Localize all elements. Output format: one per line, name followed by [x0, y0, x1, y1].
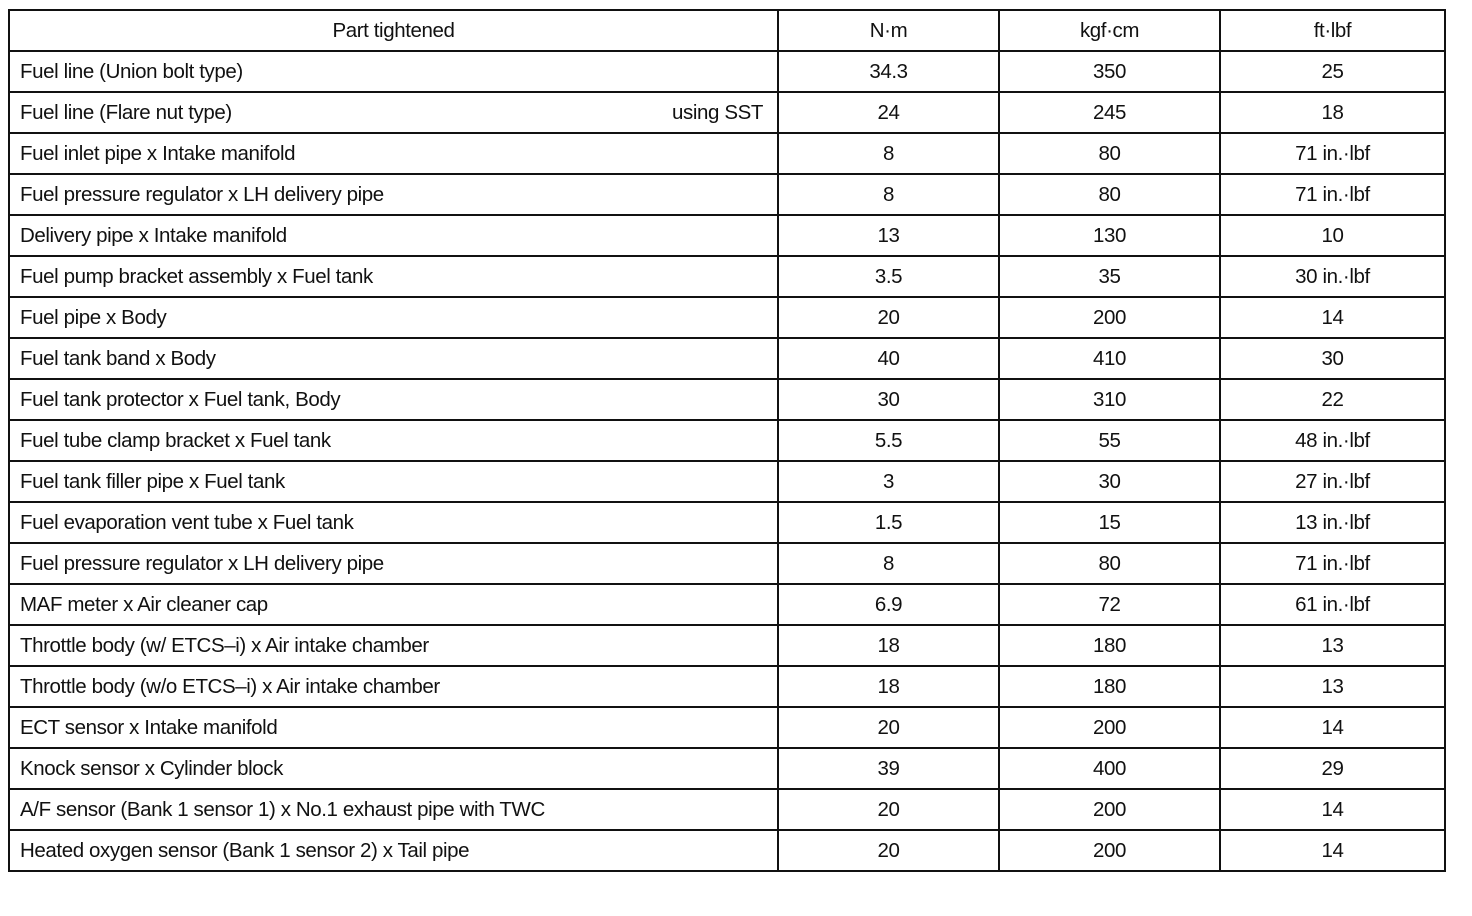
cell-nm: 6.9 [778, 584, 999, 625]
cell-ft-lbf: 14 [1220, 830, 1445, 871]
header-kgf-cm: kgf·cm [999, 10, 1220, 51]
part-label: Fuel pressure regulator x LH delivery pipe [20, 551, 384, 575]
cell-ft-lbf: 30 [1220, 338, 1445, 379]
table-row [9, 133, 1445, 174]
part-label: Throttle body (w/o ETCS–i) x Air intake chamber [20, 674, 440, 698]
cell-part-tightened [9, 133, 778, 174]
cell-part-tightened [9, 51, 778, 92]
cell-kgf-cm: 200 [999, 830, 1220, 871]
table-row [9, 420, 1445, 461]
cell-kgf-cm: 200 [999, 297, 1220, 338]
cell-kgf-cm: 30 [999, 461, 1220, 502]
cell-nm: 1.5 [778, 502, 999, 543]
table-row [9, 297, 1445, 338]
cell-ft-lbf: 71 in.·lbf [1220, 543, 1445, 584]
part-label: MAF meter x Air cleaner cap [20, 592, 268, 616]
table-row [9, 543, 1445, 584]
cell-ft-lbf: 71 in.·lbf [1220, 133, 1445, 174]
table-row [9, 748, 1445, 789]
part-label: Fuel tank filler pipe x Fuel tank [20, 469, 285, 493]
part-note: using SST [672, 100, 763, 124]
table-row [9, 338, 1445, 379]
cell-ft-lbf: 22 [1220, 379, 1445, 420]
header-nm: N·m [778, 10, 999, 51]
cell-part-tightened [9, 666, 778, 707]
cell-kgf-cm: 310 [999, 379, 1220, 420]
cell-ft-lbf: 30 in.·lbf [1220, 256, 1445, 297]
cell-nm: 8 [778, 543, 999, 584]
cell-part-tightened [9, 748, 778, 789]
header-part-tightened: Part tightened [9, 10, 778, 51]
part-label: ECT sensor x Intake manifold [20, 715, 278, 739]
table-row [9, 502, 1445, 543]
cell-nm: 18 [778, 625, 999, 666]
cell-part-tightened [9, 461, 778, 502]
cell-part-tightened [9, 174, 778, 215]
cell-nm: 8 [778, 174, 999, 215]
cell-part-tightened [9, 420, 778, 461]
cell-part-tightened [9, 256, 778, 297]
part-label: Fuel pump bracket assembly x Fuel tank [20, 264, 373, 288]
cell-kgf-cm: 72 [999, 584, 1220, 625]
table-row [9, 174, 1445, 215]
part-label: Fuel tube clamp bracket x Fuel tank [20, 428, 331, 452]
part-label: Throttle body (w/ ETCS–i) x Air intake chamber [20, 633, 429, 657]
cell-kgf-cm: 35 [999, 256, 1220, 297]
part-label: Fuel line (Flare nut type) [20, 100, 232, 124]
cell-ft-lbf: 18 [1220, 92, 1445, 133]
cell-part-tightened [9, 502, 778, 543]
torque-spec-table [8, 9, 1446, 872]
cell-part-tightened [9, 92, 778, 133]
part-label: Fuel tank protector x Fuel tank, Body [20, 387, 341, 411]
cell-nm: 5.5 [778, 420, 999, 461]
table-row [9, 256, 1445, 297]
cell-part-tightened [9, 707, 778, 748]
cell-part-tightened [9, 215, 778, 256]
table-row [9, 789, 1445, 830]
table-row [9, 51, 1445, 92]
table-body [9, 51, 1445, 871]
cell-nm: 3 [778, 461, 999, 502]
cell-nm: 20 [778, 297, 999, 338]
cell-kgf-cm: 200 [999, 707, 1220, 748]
cell-kgf-cm: 55 [999, 420, 1220, 461]
cell-ft-lbf: 13 in.·lbf [1220, 502, 1445, 543]
cell-ft-lbf: 48 in.·lbf [1220, 420, 1445, 461]
cell-nm: 39 [778, 748, 999, 789]
cell-nm: 30 [778, 379, 999, 420]
cell-nm: 3.5 [778, 256, 999, 297]
cell-ft-lbf: 14 [1220, 707, 1445, 748]
cell-part-tightened [9, 789, 778, 830]
cell-kgf-cm: 130 [999, 215, 1220, 256]
cell-kgf-cm: 350 [999, 51, 1220, 92]
cell-ft-lbf: 13 [1220, 666, 1445, 707]
header-ft-lbf: ft·lbf [1220, 10, 1445, 51]
cell-part-tightened [9, 543, 778, 584]
table-row [9, 830, 1445, 871]
cell-ft-lbf: 14 [1220, 297, 1445, 338]
cell-nm: 20 [778, 830, 999, 871]
cell-nm: 13 [778, 215, 999, 256]
table-row [9, 461, 1445, 502]
cell-kgf-cm: 400 [999, 748, 1220, 789]
cell-nm: 8 [778, 133, 999, 174]
cell-ft-lbf: 25 [1220, 51, 1445, 92]
cell-ft-lbf: 71 in.·lbf [1220, 174, 1445, 215]
cell-kgf-cm: 410 [999, 338, 1220, 379]
cell-ft-lbf: 10 [1220, 215, 1445, 256]
table-row [9, 379, 1445, 420]
part-label: Delivery pipe x Intake manifold [20, 223, 287, 247]
cell-part-tightened [9, 379, 778, 420]
cell-nm: 40 [778, 338, 999, 379]
table-row [9, 666, 1445, 707]
cell-kgf-cm: 180 [999, 625, 1220, 666]
cell-nm: 18 [778, 666, 999, 707]
cell-ft-lbf: 29 [1220, 748, 1445, 789]
cell-kgf-cm: 80 [999, 133, 1220, 174]
cell-kgf-cm: 200 [999, 789, 1220, 830]
cell-nm: 24 [778, 92, 999, 133]
cell-kgf-cm: 15 [999, 502, 1220, 543]
cell-nm: 20 [778, 789, 999, 830]
table-row [9, 625, 1445, 666]
cell-nm: 34.3 [778, 51, 999, 92]
table-row [9, 707, 1445, 748]
table-row [9, 584, 1445, 625]
part-label: Fuel inlet pipe x Intake manifold [20, 141, 296, 165]
cell-part-tightened [9, 830, 778, 871]
table-header-row [9, 10, 1445, 51]
part-label: Fuel pressure regulator x LH delivery pipe [20, 182, 384, 206]
part-label: Fuel line (Union bolt type) [20, 59, 243, 83]
cell-part-tightened [9, 625, 778, 666]
table-row [9, 92, 1445, 133]
cell-part-tightened [9, 584, 778, 625]
cell-ft-lbf: 27 in.·lbf [1220, 461, 1445, 502]
cell-kgf-cm: 245 [999, 92, 1220, 133]
part-label: Knock sensor x Cylinder block [20, 756, 283, 780]
cell-kgf-cm: 180 [999, 666, 1220, 707]
part-label: Fuel tank band x Body [20, 346, 216, 370]
cell-ft-lbf: 61 in.·lbf [1220, 584, 1445, 625]
cell-part-tightened [9, 297, 778, 338]
cell-ft-lbf: 14 [1220, 789, 1445, 830]
part-label: A/F sensor (Bank 1 sensor 1) x No.1 exhaust pipe with TWC [20, 797, 545, 821]
part-label: Fuel pipe x Body [20, 305, 167, 329]
part-label: Fuel evaporation vent tube x Fuel tank [20, 510, 354, 534]
part-label: Heated oxygen sensor (Bank 1 sensor 2) x Tail pipe [20, 838, 470, 862]
cell-ft-lbf: 13 [1220, 625, 1445, 666]
cell-kgf-cm: 80 [999, 174, 1220, 215]
table-row [9, 215, 1445, 256]
cell-kgf-cm: 80 [999, 543, 1220, 584]
cell-nm: 20 [778, 707, 999, 748]
cell-part-tightened [9, 338, 778, 379]
